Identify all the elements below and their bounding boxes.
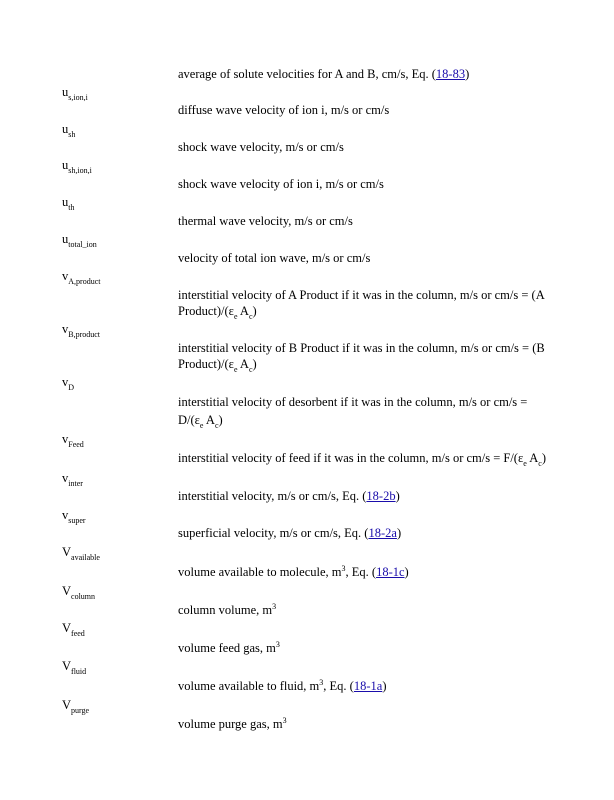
definition-u-sh: shock wave velocity, m/s or cm/s bbox=[178, 140, 344, 154]
definition-v-feed: interstitial velocity of feed if it was in the column, m/s or $cm/s = F/(\varepsilon_e$ $A_c$) bbox=[178, 451, 546, 468]
equation-link-18-1a[interactable]: 18-1a bbox=[353, 679, 383, 693]
definition-V-feed: volume feed gas, $m^3$ bbox=[178, 640, 280, 655]
definition-V-fluid: volume available to fluid, $m^3$, Eq. (18-1a) bbox=[178, 678, 387, 693]
definition-V-purge: volume purge gas, $m^3$ bbox=[178, 716, 287, 731]
definition-v-d: interstitial velocity of desorbent if it was in the column, m/s or $cm/s = D/(\varepsilon_e$ $A_c$) bbox=[178, 395, 528, 430]
definition-V-column: column volume, $m^3$ bbox=[178, 602, 277, 617]
symbol-v-feed: $v_{Feed}$ bbox=[62, 432, 84, 449]
symbol-u-total-ion: $u_{total\_ion}$ bbox=[62, 232, 97, 249]
definition-u-th: thermal wave velocity, m/s or cm/s bbox=[178, 214, 353, 228]
equation-link-18-2a[interactable]: 18-2a bbox=[368, 526, 397, 540]
symbol-V-column: $V_{column}$ bbox=[62, 584, 96, 601]
definition-v-super: superficial velocity, m/s or cm/s, Eq. (18-2a) bbox=[178, 526, 402, 540]
definition-V-available: volume available to molecule, $m^3$, Eq. (18-1c) bbox=[178, 564, 409, 579]
symbol-v-inter: $v_{inter}$ bbox=[62, 471, 83, 488]
symbol-V-fluid: $V_{fluid}$ bbox=[62, 659, 87, 676]
definition-v-inter: interstitial velocity, m/s or cm/s, Eq. (18-2b) bbox=[178, 489, 400, 503]
definition-u-sh-ion-i: shock wave velocity of ion i, m/s or cm/s bbox=[178, 177, 384, 191]
symbol-u-sh: $u_{sh}$ bbox=[62, 122, 76, 139]
symbol-V-feed: $V_{feed}$ bbox=[62, 621, 85, 638]
equation-link-18-1c[interactable]: 18-1c bbox=[376, 565, 405, 579]
symbol-v-b-product: $v_{B,product}$ bbox=[62, 322, 101, 339]
symbol-V-purge: $V_{purge}$ bbox=[62, 698, 90, 715]
symbol-u-sh-ion-i: $u_{sh,ion,i}$ bbox=[62, 158, 92, 175]
symbol-v-a-product: $v_{A,product}$ bbox=[62, 269, 101, 286]
symbol-v-super: $v_{super}$ bbox=[62, 508, 86, 525]
definition-v-b-product: interstitial velocity of B Product if it was in the column, m/s or cm/s = (B $Product)/(\varepsilon_e$ $A_c$) bbox=[178, 341, 545, 374]
symbol-u-s-ion-i: $u_{s,ion,i}$ bbox=[62, 85, 88, 102]
equation-link-18-83[interactable]: 18-83 bbox=[435, 67, 466, 81]
definition-average-solute-velocity: average of solute velocities for A and B, cm/s, Eq. (18-83) bbox=[178, 67, 470, 81]
symbol-u-th: $u_{th}$ bbox=[62, 195, 75, 212]
symbol-V-available: $V_{available}$ bbox=[62, 545, 100, 562]
definition-u-s-ion-i: diffuse wave velocity of ion i, m/s or cm/s bbox=[178, 103, 390, 117]
symbol-v-d: $v_D$ bbox=[62, 375, 75, 392]
definition-v-a-product: interstitial velocity of A Product if it was in the column, m/s or cm/s = (A $Product)/(\varepsilon_e$ $A_c$) bbox=[178, 288, 545, 321]
equation-link-18-2b[interactable]: 18-2b bbox=[366, 489, 396, 503]
definition-u-total-ion: velocity of total ion wave, m/s or cm/s bbox=[178, 251, 371, 265]
